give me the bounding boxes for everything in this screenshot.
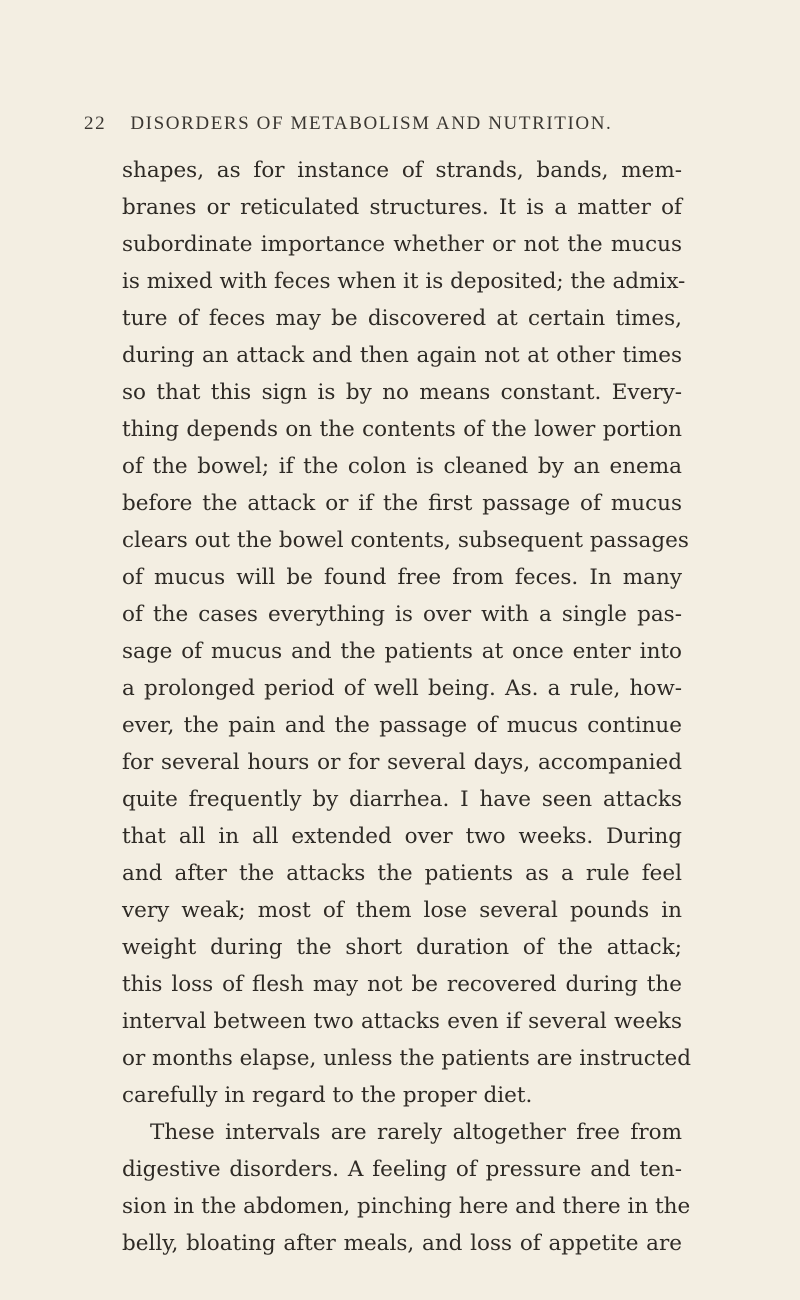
text-line: quite frequently by diarrhea. I have seen attacks bbox=[122, 787, 682, 812]
text-line: sage of mucus and the patients at once enter into bbox=[122, 639, 682, 664]
text-line: for several hours or for several days, accompanied bbox=[122, 750, 682, 775]
text-line: of the bowel; if the colon is cleaned by an enema bbox=[122, 454, 682, 479]
text-line: of the cases everything is over with a single pas- bbox=[122, 602, 682, 627]
text-line: of mucus will be found free from feces. In many bbox=[122, 565, 682, 590]
text-line: ever, the pain and the passage of mucus continue bbox=[122, 713, 682, 738]
text-line: very weak; most of them lose several pounds in bbox=[122, 898, 682, 923]
text-line: branes or reticulated structures. It is a matter of bbox=[122, 195, 682, 220]
text-line: shapes, as for instance of strands, bands, mem- bbox=[122, 158, 682, 183]
page-number: 22 bbox=[84, 113, 107, 134]
text-line: belly, bloating after meals, and loss of appetite are bbox=[122, 1231, 682, 1256]
text-line: subordinate importance whether or not the mucus bbox=[122, 232, 682, 257]
text-line: or months elapse, unless the patients are instructed bbox=[122, 1046, 691, 1071]
text-line: before the attack or if the first passage of mucus bbox=[122, 491, 682, 516]
text-line: is mixed with feces when it is deposited; the admix- bbox=[122, 269, 686, 294]
text-line: and after the attacks the patients as a rule feel bbox=[122, 861, 682, 886]
running-head-title: DISORDERS OF METABOLISM AND NUTRITION. bbox=[130, 113, 613, 134]
text-line: carefully in regard to the proper diet. bbox=[122, 1083, 533, 1108]
text-line: digestive disorders. A feeling of pressure and ten- bbox=[122, 1157, 682, 1182]
text-line: so that this sign is by no means constant. Every- bbox=[122, 380, 682, 405]
text-line: during an attack and then again not at other times bbox=[122, 343, 682, 368]
text-line: a prolonged period of well being. As. a rule, how- bbox=[122, 676, 682, 701]
text-line: These intervals are rarely altogether free from bbox=[150, 1120, 682, 1145]
paragraph-1 bbox=[122, 152, 691, 1114]
paragraph-2 bbox=[122, 1114, 691, 1262]
running-head bbox=[84, 113, 724, 143]
text-line: this loss of flesh may not be recovered during the bbox=[122, 972, 682, 997]
text-line: thing depends on the contents of the lower portion bbox=[122, 417, 682, 442]
text-line: that all in all extended over two weeks. During bbox=[122, 824, 682, 849]
text-line: sion in the abdomen, pinching here and there in the bbox=[122, 1194, 691, 1219]
text-line: weight during the short duration of the attack; bbox=[122, 935, 682, 960]
body-text bbox=[122, 152, 691, 1262]
text-line: interval between two attacks even if several weeks bbox=[122, 1009, 682, 1034]
text-line: ture of feces may be discovered at certain times, bbox=[122, 306, 682, 331]
text-line: clears out the bowel contents, subsequent passages bbox=[122, 528, 689, 553]
